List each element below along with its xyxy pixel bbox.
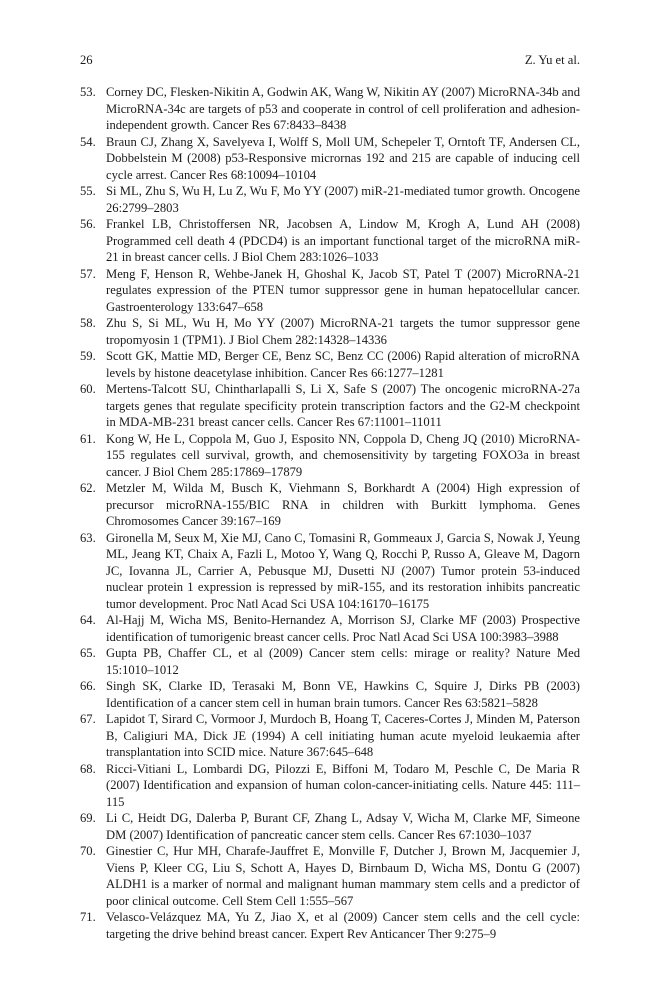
reference-number: 66.: [80, 679, 96, 693]
reference-entry: [80, 678, 580, 711]
reference-entry: [80, 480, 580, 530]
reference-number: 54.: [80, 134, 96, 149]
reference-text: Meng F, Henson R, Wehbe-Janek H, Ghoshal K, Jacob ST, Patel T (2007) MicroRNA-21 regulates expression of the PTEN tumor suppressor gene in human hepatocellular cancer. Gastroenterology 133:647–658: [106, 266, 580, 314]
reference-number: 57.: [80, 266, 96, 281]
reference-number: 68.: [80, 761, 96, 776]
reference-text: Li C, Heidt DG, Dalerba P, Burant CF, Zhang L, Adsay V, Wicha M, Clarke MF, Simeone DM (2007) Identification of pancreatic cancer stem cells. Cancer Res 67:1030–1037: [106, 811, 580, 842]
reference-number: 62.: [80, 481, 96, 495]
reference-number: 58.: [80, 316, 96, 330]
reference-text: Ginestier C, Hur MH, Charafe-Jauffret E, Monville F, Dutcher J, Brown M, Jacquemier J, Viens P, Kleer CG, Liu S, Schott A, Hayes D, Birnbaum D, Wicha MS, Dontu G (2007) ALDH1 is a marker of normal and malignant human mammary stem cells and a predictor of poor clinical outcome. Cell Stem Cell 1:555–567: [106, 844, 580, 908]
reference-entry: [80, 183, 580, 216]
reference-number: 59.: [80, 349, 96, 363]
reference-text: Frankel LB, Christoffersen NR, Jacobsen A, Lindow M, Krogh A, Lund AH (2008) Programmed cell death 4 (PDCD4) is an important functional target of the microRNA miR-21 in breast cancer cells. J Biol Chem 283:1026–1033: [106, 217, 580, 264]
reference-number: 55.: [80, 184, 96, 198]
reference-text: Mertens-Talcott SU, Chintharlapalli S, Li X, Safe S (2007) The oncogenic microRNA-27a targets genes that regulate specificity protein transcription factors and the G2-M checkpoint in MDA-MB-231 breast cancer cells. Cancer Res 67:11001–11011: [106, 382, 580, 429]
reference-text: Ricci-Vitiani L, Lombardi DG, Pilozzi E, Biffoni M, Todaro M, Peschle C, De Maria R (2007) Identification and expansion of human colon-cancer-initiating cells. Nature 445: 111–115: [106, 761, 580, 809]
reference-list: [80, 84, 580, 942]
reference-text: Corney DC, Flesken-Nikitin A, Godwin AK, Wang W, Nikitin AY (2007) MicroRNA-34b and MicroRNA-34c are targets of p53 and cooperate in control of cell proliferation and adhesion-independent growth. Cancer Res 67:8433–8438: [106, 85, 580, 132]
reference-number: 60.: [80, 382, 96, 396]
reference-entry: [80, 348, 580, 381]
reference-text: Gupta PB, Chaffer CL, et al (2009) Cancer stem cells: mirage or reality? Nature Med 15:1010–1012: [106, 646, 580, 677]
reference-entry: [80, 612, 580, 645]
reference-text: Al-Hajj M, Wicha MS, Benito-Hernandez A, Morrison SJ, Clarke MF (2003) Prospective identification of tumorigenic breast cancer cells. Proc Natl Acad Sci USA 100:3983–3988: [106, 613, 580, 644]
reference-entry: [80, 761, 580, 811]
reference-text: Metzler M, Wilda M, Busch K, Viehmann S, Borkhardt A (2004) High expression of precursor microRNA-155/BIC RNA in children with Burkitt lymphoma. Genes Chromosomes Cancer 39:167–169: [106, 481, 580, 528]
reference-text: Braun CJ, Zhang X, Savelyeva I, Wolff S, Moll UM, Schepeler T, Orntoft TF, Andersen CL, Dobbelstein M (2008) p53-Responsive micrornas 192 and 215 are capable of inducing cell cycle arrest. Cancer Res 68:10094–10104: [106, 134, 580, 182]
reference-entry: [80, 381, 580, 431]
reference-entry: [80, 315, 580, 348]
reference-number: 53.: [80, 85, 96, 99]
reference-text: Kong W, He L, Coppola M, Guo J, Esposito NN, Coppola D, Cheng JQ (2010) MicroRNA-155 regulates cell survival, growth, and chemosensitivity by targeting FOXO3a in breast cancer. J Biol Chem 285:17869–17879: [106, 431, 580, 479]
reference-text: Scott GK, Mattie MD, Berger CE, Benz SC, Benz CC (2006) Rapid alteration of microRNA levels by histone deacetylase inhibition. Cancer Res 66:1277–1281: [106, 349, 580, 380]
reference-text: Singh SK, Clarke ID, Terasaki M, Bonn VE, Hawkins C, Squire J, Dirks PB (2003) Identification of a cancer stem cell in human brain tumors. Cancer Res 63:5821–5828: [106, 679, 580, 710]
reference-number: 64.: [80, 613, 96, 627]
reference-number: 65.: [80, 646, 96, 660]
reference-entry: [80, 909, 580, 942]
reference-number: 56.: [80, 217, 96, 231]
reference-entry: [80, 810, 580, 843]
reference-number: 71.: [80, 910, 96, 924]
reference-entry: [80, 216, 580, 266]
reference-text: Zhu S, Si ML, Wu H, Mo YY (2007) MicroRNA-21 targets the tumor suppressor gene tropomyosin 1 (TPM1). J Biol Chem 282:14328–14336: [106, 316, 580, 347]
reference-entry: [80, 843, 580, 909]
reference-text: Lapidot T, Sirard C, Vormoor J, Murdoch B, Hoang T, Caceres-Cortes J, Minden M, Paterson B, Caligiuri MA, Dick JE (1994) A cell initiating human acute myeloid leukaemia after transplantation into SCID mice. Nature 367:645–648: [106, 712, 580, 759]
reference-text: Velasco-Velázquez MA, Yu Z, Jiao X, et al (2009) Cancer stem cells and the cell cycle: targeting the drive behind breast cancer. Expert Rev Anticancer Ther 9:275–9: [106, 910, 580, 941]
reference-entry: [80, 266, 580, 316]
page-number: 26: [80, 53, 93, 67]
reference-text: Gironella M, Seux M, Xie MJ, Cano C, Tomasini R, Gommeaux J, Garcia S, Nowak J, Yeung ML, Jeang KT, Chaix A, Fazli L, Motoo Y, Wang Q, Rocchi P, Russo A, Gleave M, Dagorn JC, Iovanna JL, Carrier A, Pebusque MJ, Dusetti NJ (2007) Tumor protein 53-induced nuclear protein 1 expression is repressed by miR-155, and its restoration inhibits pancreatic tumor development. Proc Natl Acad Sci USA 104:16170–16175: [106, 530, 580, 611]
reference-entry: [80, 84, 580, 134]
reference-text: Si ML, Zhu S, Wu H, Lu Z, Wu F, Mo YY (2007) miR-21-mediated tumor growth. Oncogene 26:2799–2803: [106, 184, 580, 215]
reference-number: 69.: [80, 811, 96, 825]
reference-entry: [80, 645, 580, 678]
running-head: Z. Yu et al.: [524, 53, 580, 67]
reference-entry: [80, 711, 580, 761]
reference-number: 63.: [80, 530, 96, 545]
reference-number: 67.: [80, 712, 96, 726]
reference-entry: [80, 431, 580, 481]
reference-entry: [80, 530, 580, 613]
reference-number: 70.: [80, 844, 96, 858]
reference-number: 61.: [80, 431, 96, 446]
reference-entry: [80, 134, 580, 184]
